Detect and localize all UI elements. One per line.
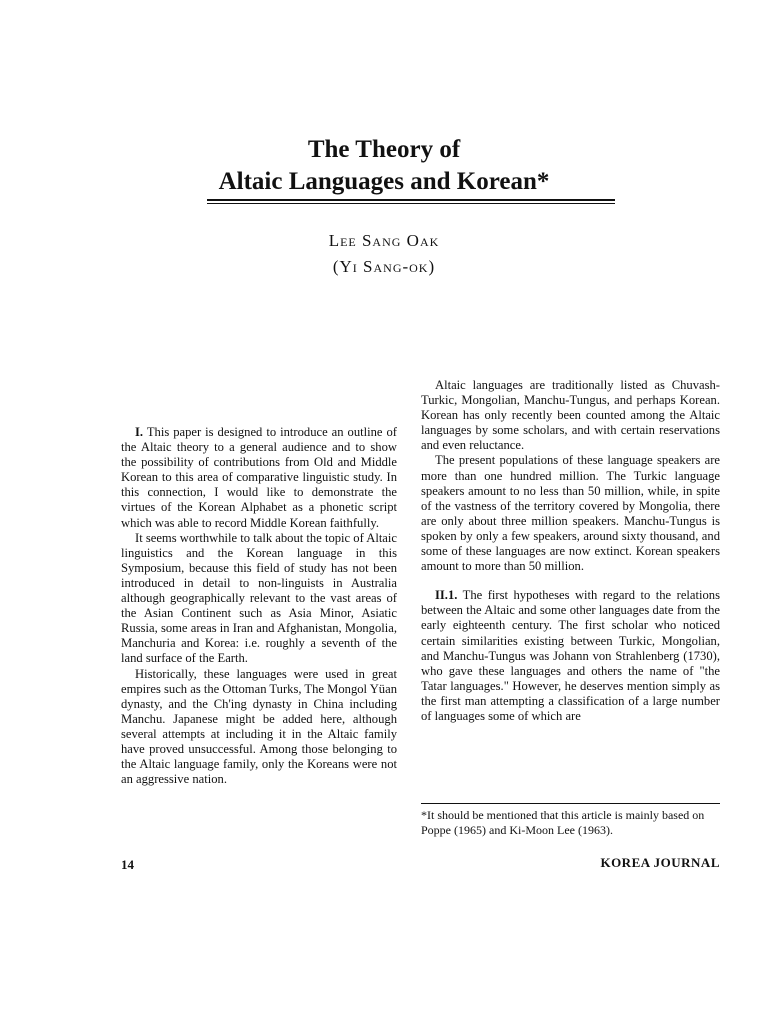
footnote-divider (421, 803, 720, 804)
section-number-1: I. (135, 425, 144, 439)
left-paragraph-3: Historically, these languages were used in great empires such as the Ottoman Turks, The Mongol Yüan dynasty, and the Ch'ing dynasty in China including Manchu. Japanese might be added here, although several attempts at including it in the Altaic family have proved unsuccessful. Among those belonging to the Altaic language family, only the Koreans were not an aggressive nation. (121, 666, 397, 787)
title-line-1: The Theory of (307, 136, 461, 163)
right-paragraph-2: The present populations of these language speakers are more than one hundred million. The Turkic language speakers amount to no less than 50 million, while, in spite of the vastness of the territory covered by Mongolia, there are only about three million speakers. Manchu-Tungus is spoken by only a few speakers, around sixty thousand, and some of these languages are now extinct. Korean speakers amount to more than 50 million. (421, 453, 720, 574)
section-number-2-1: II.1. (435, 588, 458, 603)
left-paragraph-1-text: This paper is designed to introduce an outline of the Altaic theory to a general audience and to show the possibility of contributions from Old and Middle Korean to this area of comparative linguistic study. In this connection, I would like to demonstrate the virtues of the Korean Alphabet as a phonetic script which was able to record Middle Korean faithfully. (121, 425, 397, 530)
author-alt-name: (Yi Sang-ok) (332, 257, 436, 276)
author-byline (0, 228, 768, 280)
title-underline-divider (207, 199, 615, 204)
right-column (421, 378, 720, 724)
left-column (121, 425, 397, 787)
right-paragraph-1: Altaic languages are traditionally listed as Chuvash-Turkic, Mongolian, Manchu-Tungus, and perhaps Korean. Korean has only recently been counted among the Altaic languages by some scholars, and with certain reservations and even reluctance. (421, 378, 720, 453)
author-name: Lee Sang Oak (328, 231, 440, 250)
right-paragraph-3 (421, 588, 720, 724)
journal-name: KOREA JOURNAL (600, 855, 720, 870)
article-title (0, 134, 768, 198)
left-paragraph-1 (121, 425, 397, 531)
right-paragraph-3-text: The first hypotheses with regard to the relations between the Altaic and some other languages date from the early eighteenth century. The first scholar who noticed certain similarities existing between Turkic, Mongolian, and Manchu-Tungus was Johann von Strahlenberg (1730), who gave these languages and others the name of "the Tatar languages." However, he deserves mention simply as the first man attempting a classification of a large number of languages some of which are (421, 588, 720, 723)
footnote: *It should be mentioned that this article is mainly based on Poppe (1965) and Ki-Moon Lee (1963). (421, 808, 705, 837)
page-number: 14 (121, 857, 134, 872)
title-line-2: Altaic Languages and Korean* (218, 168, 550, 195)
left-paragraph-2: It seems worthwhile to talk about the topic of Altaic linguistics and the Korean language in this Symposium, because this field of study has not been introduced in detail to non-linguists in Australia although geographically relevant to the vast areas of the Asian Continent such as Asia Minor, Asiatic Russia, some areas in Iran and Afghanistan, Mongolia, Manchuria and Korea: i.e. roughly a seventh of the land surface of the Earth. (121, 530, 397, 666)
